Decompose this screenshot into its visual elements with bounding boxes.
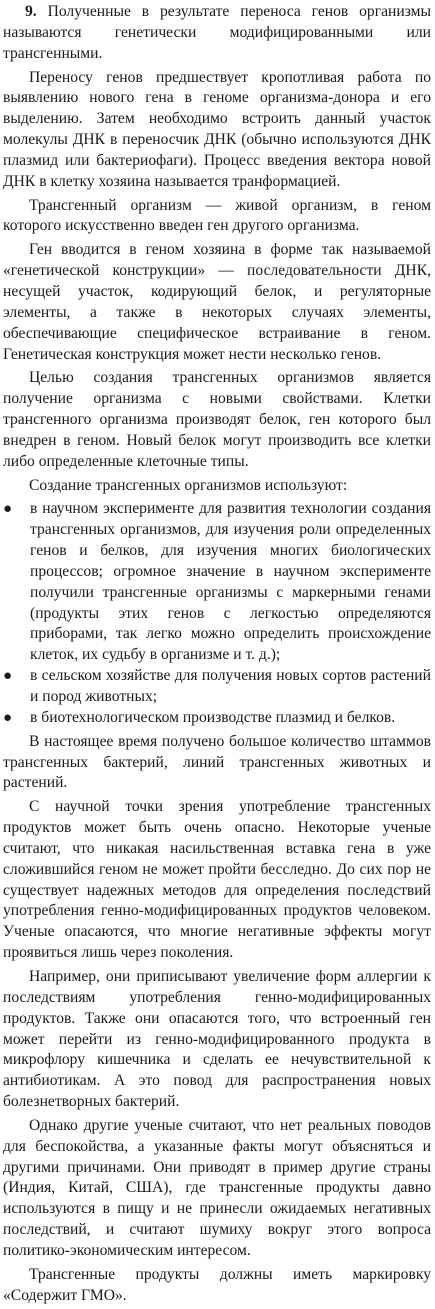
bullet-icon: ● [3,501,13,518]
paragraph-other-opinion: Однако другие ученые считают, что нет реальных поводов для беспокойства, а указанные факты могут объясняться и другими причинами. Они приводят в пример другие страны (Индия, Китай, США), где трансгенные продукты давно используются в пищу и не принесли ожидаемых негативных последствий, и считают шумиху вокруг этого вопроса политико-экономическим интересом. [3,1116,431,1259]
uses-list [3,499,431,728]
paragraph-labeling: Трансгенные продукты должны иметь маркировку «Содержит ГМО». [3,1265,431,1304]
paragraph-danger: С научной точки зрения употребление трансгенных продуктов может быть очень опасно. Некоторые ученые считают, что никакая насильственная вставка гена в уже сложившийся геном не может пройти бесследно. До сих пор не существует надежных методов для определения последствий употребления генно-модифицированных продуктов человеком. Ученые опасаются, что многие негативные эффекты могут проявиться лишь через поколения. [3,798,431,962]
list-item [3,499,431,666]
paragraph-purpose: Целью создания трансгенных организмов является получение организма с новыми свойствами. Клетки трансгенного организма производят белок, ген которого был внедрен в геном. Новый белок могут производить все клетки либо определенные клеточные типы. [3,369,431,470]
bullet-icon: ● [3,709,13,726]
paragraph-uses-intro: Создание трансгенных организмов используют: [29,476,348,494]
list-item-text: в сельском хозяйстве для получения новых сортов растений и пород животных; [30,667,431,705]
paragraph-genetic-construct: Ген вводится в геном хозяина в форме так называемой «генетической конструкции» — последовательности ДНК, несущей участок, кодирующий белок, и регуляторные элементы, а также в некоторых случаях элементы, обеспечивающие специфическое встраивание в геном. Генетическая конструкция может нести несколько генов. [3,241,431,363]
document-page [3,2,431,1309]
list-item-text: в биотехнологическом производстве плазмид и белков. [30,708,396,726]
paragraph-strains: В настоящее время получено большое количество штаммов трансгенных бактерий, линий трансгенных животных и растений. [3,732,431,792]
paragraph-transgenic-definition: Трансгенный организм — живой организм, в геном которого искусственно введен ген другого организма. [3,196,431,235]
paragraph-intro [3,2,431,65]
list-item [3,666,431,708]
list-item-text: в научном эксперименте для развития технологии создания трансгенных организмов, для изучения роли определенных генов и белков, для изучения многих биологических процессов; огромное значение в научном эксперименте получили трансгенные организмы с маркерными генами (продукты этих генов с легкостью определяются приборами, так легко можно определить происхождение клеток, их судьбу в организме и т. д.); [30,500,431,664]
paragraph-gene-transfer: Переносу генов предшествует кропотливая работа по выявлению нового гена в геноме организма-донора и его выделению. Затем необходимо встроить данный участок молекулы ДНК в переносчик ДНК (обычно используются ДНК плазмид или бактериофаги). Процесс введения вектора новой ДНК в клетку хозяина называется транформацией. [3,68,431,190]
section-number: 9. [25,3,37,20]
list-item [3,708,431,729]
paragraph-allergy: Например, они приписывают увеличение форм аллергии к последствиям употребления генно-модифицированных продуктов. Также они опасаются того, что встроенный ген может перейти из генно-модифицированного продукта в микрофлору кишечника и сделать ее нечувствительной к антибиотикам. А это повод для распространения новых болезнетворных бактерий. [3,967,431,1111]
paragraph-text: Полученные в результате переноса генов организмы называются генетически модифицированными или трансгенными. [3,3,431,62]
bullet-icon: ● [3,668,13,685]
